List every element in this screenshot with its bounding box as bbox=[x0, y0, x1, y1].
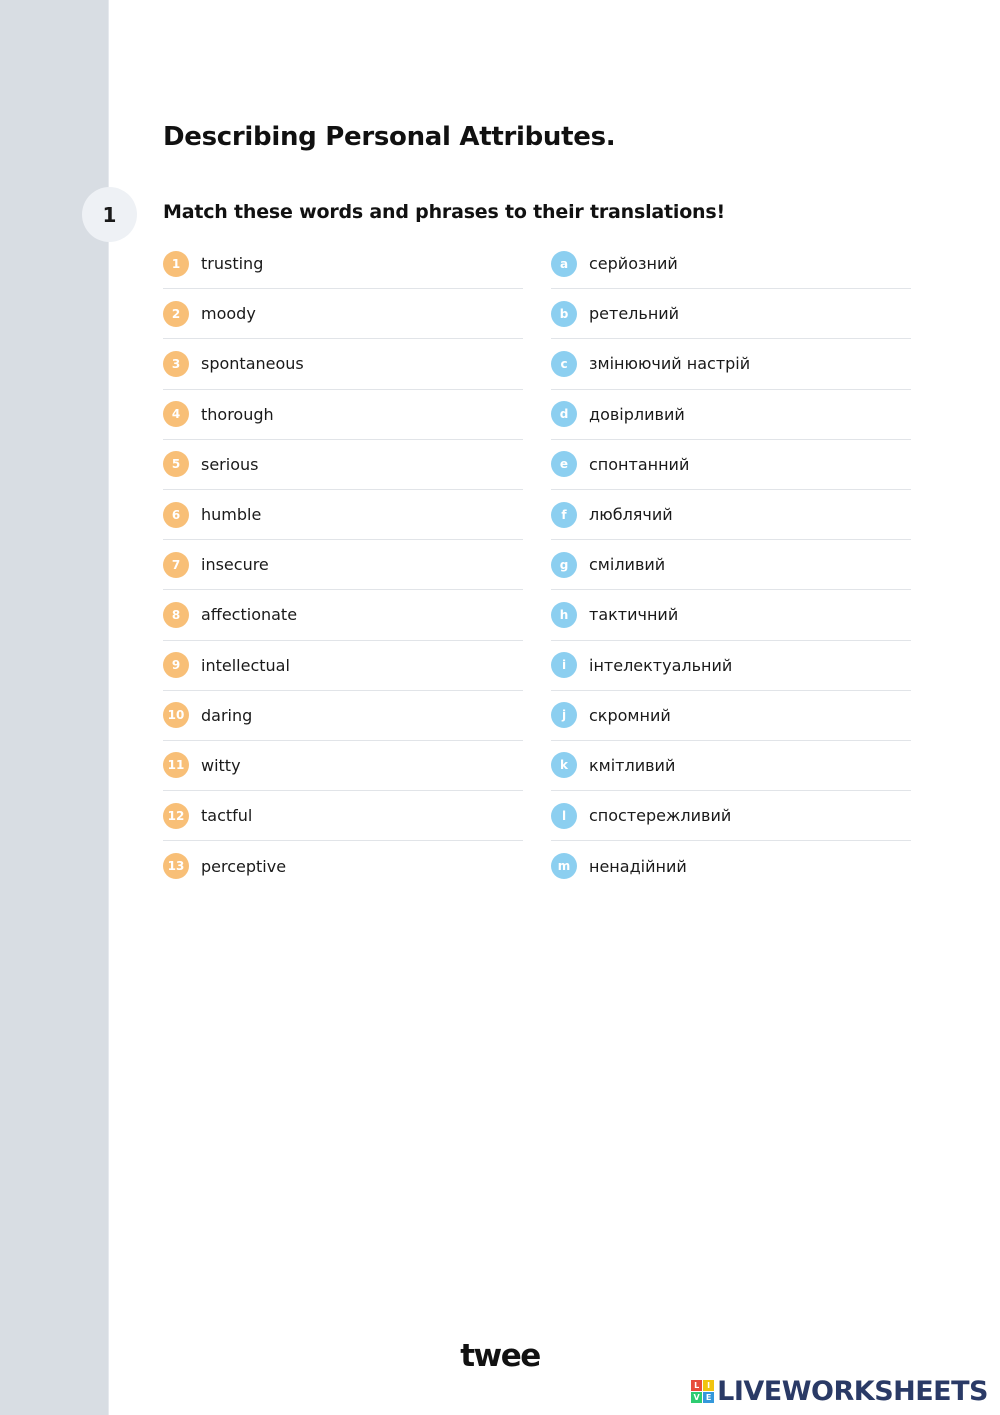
list-item[interactable] bbox=[551, 841, 911, 891]
twee-logo: twee bbox=[460, 1338, 540, 1374]
translation-word: тактичний bbox=[589, 605, 679, 625]
letter-badge: b bbox=[551, 301, 577, 327]
english-word: tactful bbox=[201, 806, 253, 826]
translation-word: люблячий bbox=[589, 505, 673, 525]
page-title: Describing Personal Attributes. bbox=[163, 122, 616, 152]
list-item[interactable] bbox=[163, 791, 523, 841]
english-word: trusting bbox=[201, 254, 264, 274]
number-badge: 2 bbox=[163, 301, 189, 327]
list-item[interactable] bbox=[551, 490, 911, 540]
list-item[interactable] bbox=[551, 289, 911, 339]
list-item[interactable] bbox=[551, 691, 911, 741]
lw-square-v: V bbox=[691, 1392, 702, 1403]
task-instruction: Match these words and phrases to their translations! bbox=[163, 201, 725, 223]
translation-word: ненадійний bbox=[589, 856, 687, 876]
letter-badge: f bbox=[551, 502, 577, 528]
english-word: affectionate bbox=[201, 605, 298, 625]
number-badge: 8 bbox=[163, 602, 189, 628]
list-item[interactable] bbox=[163, 289, 523, 339]
letter-badge: a bbox=[551, 251, 577, 277]
list-item[interactable] bbox=[551, 741, 911, 791]
number-badge: 12 bbox=[163, 803, 189, 829]
letter-badge: e bbox=[551, 451, 577, 477]
number-badge: 6 bbox=[163, 502, 189, 528]
english-word: perceptive bbox=[201, 856, 287, 876]
list-item[interactable] bbox=[163, 390, 523, 440]
translation-word: серйозний bbox=[589, 254, 678, 274]
translation-word: довірливий bbox=[589, 404, 685, 424]
list-item[interactable] bbox=[163, 490, 523, 540]
liveworksheets-logo[interactable] bbox=[691, 1376, 988, 1407]
list-item[interactable] bbox=[163, 339, 523, 389]
letter-badge: h bbox=[551, 602, 577, 628]
letter-badge: c bbox=[551, 351, 577, 377]
translation-word: сміливий bbox=[589, 555, 666, 575]
english-word: thorough bbox=[201, 404, 274, 424]
translation-word: кмітливий bbox=[589, 755, 676, 775]
number-badge: 5 bbox=[163, 451, 189, 477]
translation-word: інтелектуальний bbox=[589, 655, 733, 675]
list-item[interactable] bbox=[163, 641, 523, 691]
letter-badge: l bbox=[551, 803, 577, 829]
english-word: moody bbox=[201, 304, 256, 324]
english-word: serious bbox=[201, 454, 259, 474]
translations-column bbox=[551, 239, 911, 891]
number-badge: 4 bbox=[163, 401, 189, 427]
english-word: spontaneous bbox=[201, 354, 304, 374]
number-badge: 9 bbox=[163, 652, 189, 678]
number-badge: 7 bbox=[163, 552, 189, 578]
number-badge: 11 bbox=[163, 752, 189, 778]
lw-square-e: E bbox=[703, 1392, 714, 1403]
list-item[interactable] bbox=[551, 440, 911, 490]
liveworksheets-squares-icon bbox=[691, 1380, 714, 1403]
letter-badge: m bbox=[551, 853, 577, 879]
list-item[interactable] bbox=[163, 540, 523, 590]
translation-word: скромний bbox=[589, 705, 671, 725]
list-item[interactable] bbox=[163, 440, 523, 490]
task-number-badge: 1 bbox=[82, 187, 137, 242]
list-item[interactable] bbox=[551, 339, 911, 389]
english-word: humble bbox=[201, 505, 262, 525]
number-badge: 1 bbox=[163, 251, 189, 277]
english-word: daring bbox=[201, 705, 253, 725]
english-word: insecure bbox=[201, 555, 269, 575]
list-item[interactable] bbox=[163, 239, 523, 289]
letter-badge: g bbox=[551, 552, 577, 578]
english-word: witty bbox=[201, 755, 241, 775]
letter-badge: k bbox=[551, 752, 577, 778]
translation-word: ретельний bbox=[589, 304, 680, 324]
translation-word: змінюючий настрій bbox=[589, 354, 751, 374]
list-item[interactable] bbox=[163, 590, 523, 640]
english-words-column bbox=[163, 239, 523, 891]
translation-word: спостережливий bbox=[589, 806, 732, 826]
letter-badge: j bbox=[551, 702, 577, 728]
list-item[interactable] bbox=[551, 390, 911, 440]
number-badge: 10 bbox=[163, 702, 189, 728]
list-item[interactable] bbox=[551, 239, 911, 289]
number-badge: 13 bbox=[163, 853, 189, 879]
english-word: intellectual bbox=[201, 655, 290, 675]
list-item[interactable] bbox=[551, 791, 911, 841]
lw-square-l: L bbox=[691, 1380, 702, 1391]
number-badge: 3 bbox=[163, 351, 189, 377]
letter-badge: d bbox=[551, 401, 577, 427]
translation-word: спонтанний bbox=[589, 454, 690, 474]
list-item[interactable] bbox=[551, 590, 911, 640]
liveworksheets-wordmark: LIVEWORKSHEETS bbox=[717, 1376, 988, 1407]
list-item[interactable] bbox=[551, 641, 911, 691]
list-item[interactable] bbox=[163, 741, 523, 791]
list-item[interactable] bbox=[163, 691, 523, 741]
list-item[interactable] bbox=[163, 841, 523, 891]
letter-badge: i bbox=[551, 652, 577, 678]
list-item[interactable] bbox=[551, 540, 911, 590]
lw-square-i: I bbox=[703, 1380, 714, 1391]
